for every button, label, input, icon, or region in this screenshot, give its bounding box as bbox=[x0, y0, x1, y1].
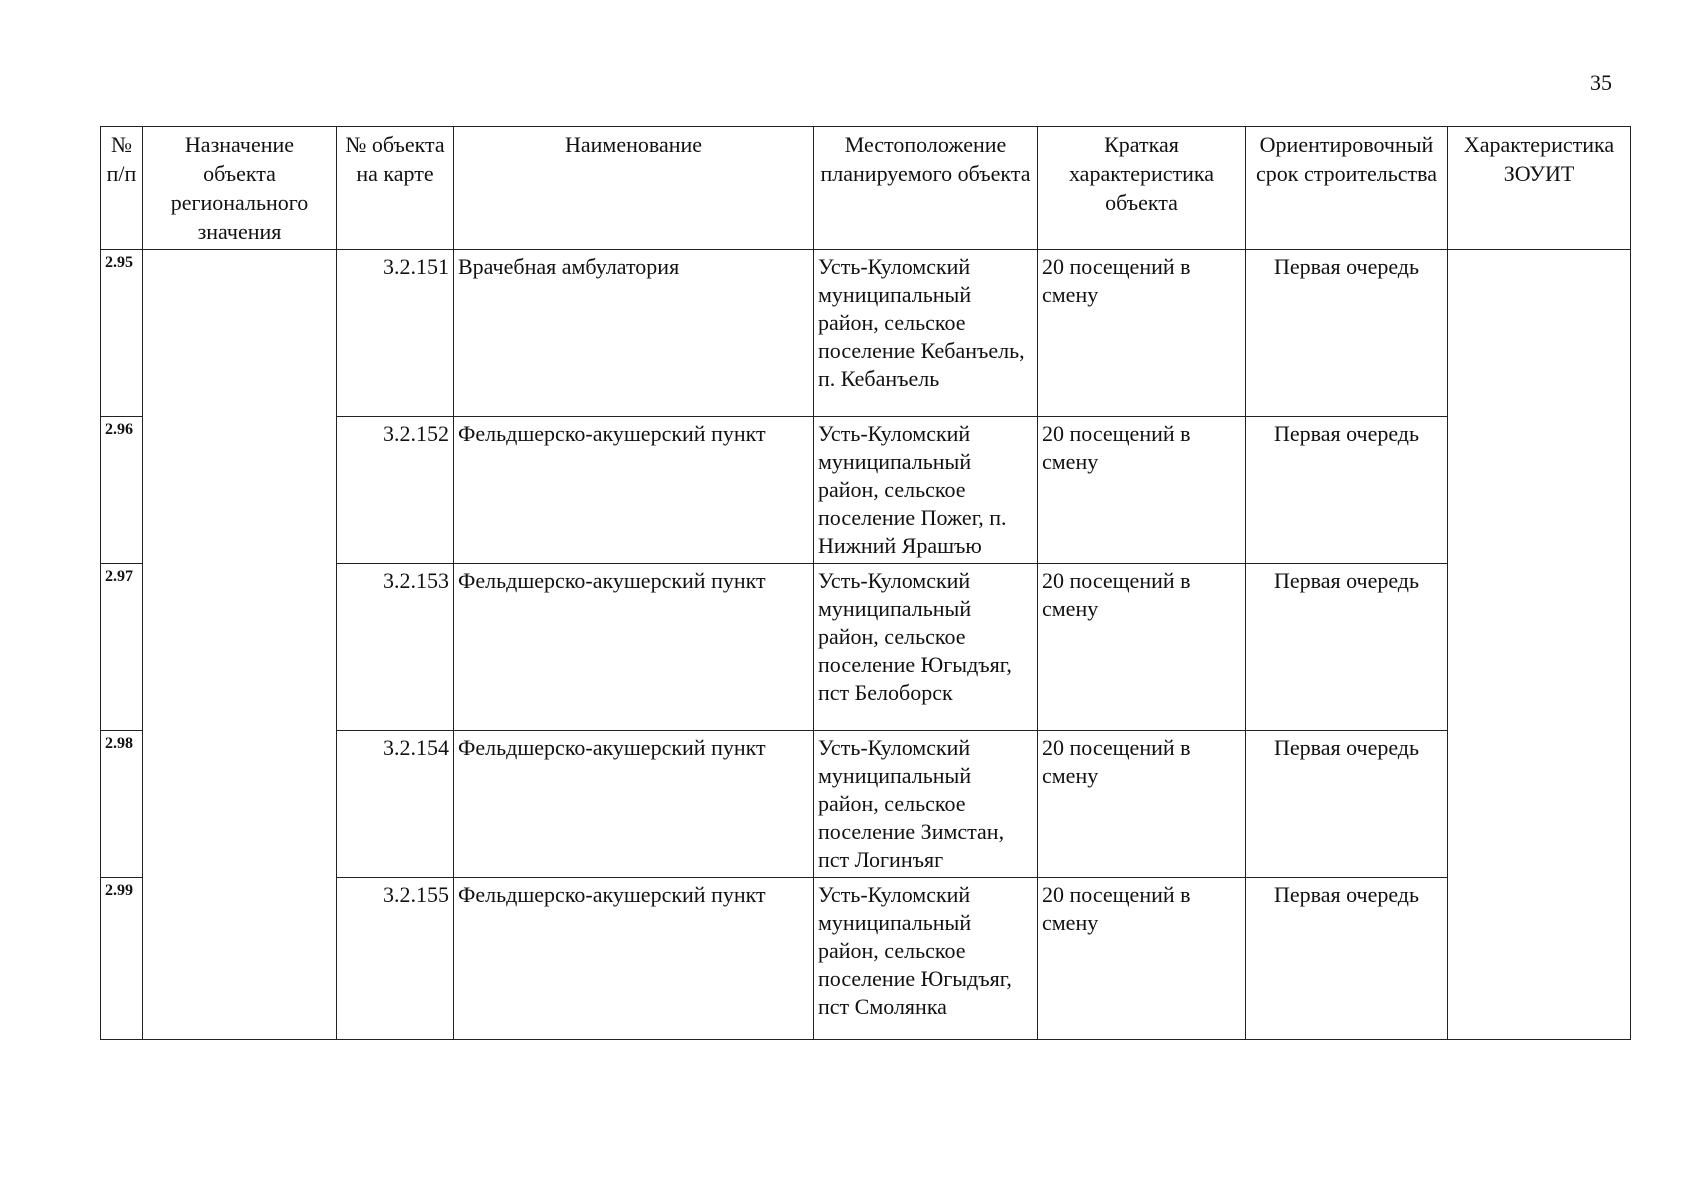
header-zouit: Характеристика ЗОУИТ bbox=[1448, 127, 1631, 250]
map-num-cell: 3.2.153 bbox=[337, 564, 454, 731]
brief-cell: 20 посещений в смену bbox=[1038, 564, 1246, 731]
header-map-num: № объекта на карте bbox=[337, 127, 454, 250]
objects-table bbox=[100, 126, 1631, 1040]
row-num: 2.98 bbox=[101, 731, 143, 878]
term-cell: Первая очередь bbox=[1246, 878, 1448, 1040]
location-cell: Усть-Куломский муниципальный район, сельское поселение Югыдъяг, пст Смолянка bbox=[814, 878, 1038, 1040]
brief-cell: 20 посещений в смену bbox=[1038, 417, 1246, 564]
location-cell: Усть-Куломский муниципальный район, сельское поселение Зимстан, пст Логинъяг bbox=[814, 731, 1038, 878]
term-cell: Первая очередь bbox=[1246, 731, 1448, 878]
term-cell: Первая очередь bbox=[1246, 417, 1448, 564]
row-num: 2.96 bbox=[101, 417, 143, 564]
name-cell: Фельдшерско-акушерский пункт bbox=[454, 878, 814, 1040]
row-num: 2.97 bbox=[101, 564, 143, 731]
header-term: Ориентировочный срок строительства bbox=[1246, 127, 1448, 250]
brief-cell: 20 посещений в смену bbox=[1038, 250, 1246, 417]
header-name: Наименование bbox=[454, 127, 814, 250]
header-location: Местоположение планируемого объекта bbox=[814, 127, 1038, 250]
brief-cell: 20 посещений в смену bbox=[1038, 878, 1246, 1040]
name-cell: Фельдшерско-акушерский пункт bbox=[454, 417, 814, 564]
location-cell: Усть-Куломский муниципальный район, сельское поселение Пожег, п. Нижний Ярашъю bbox=[814, 417, 1038, 564]
map-num-cell: 3.2.154 bbox=[337, 731, 454, 878]
header-num: № п/п bbox=[101, 127, 143, 250]
term-cell: Первая очередь bbox=[1246, 250, 1448, 417]
name-cell: Фельдшерско-акушерский пункт bbox=[454, 731, 814, 878]
header-purpose: Назначение объекта регионального значения bbox=[143, 127, 337, 250]
map-num-cell: 3.2.151 bbox=[337, 250, 454, 417]
name-cell: Врачебная амбулатория bbox=[454, 250, 814, 417]
row-num: 2.99 bbox=[101, 878, 143, 1040]
brief-cell: 20 посещений в смену bbox=[1038, 731, 1246, 878]
table-header-row bbox=[101, 127, 1631, 250]
table-row bbox=[101, 250, 1631, 417]
term-cell: Первая очередь bbox=[1246, 564, 1448, 731]
map-num-cell: 3.2.155 bbox=[337, 878, 454, 1040]
location-cell: Усть-Куломский муниципальный район, сельское поселение Кебанъель, п. Кебанъель bbox=[814, 250, 1038, 417]
map-num-cell: 3.2.152 bbox=[337, 417, 454, 564]
page-number: 35 bbox=[1590, 70, 1612, 95]
name-cell: Фельдшерско-акушерский пункт bbox=[454, 564, 814, 731]
row-num: 2.95 bbox=[101, 250, 143, 417]
header-brief: Краткая характеристика объекта bbox=[1038, 127, 1246, 250]
zouit-cell bbox=[1448, 250, 1631, 1040]
location-cell: Усть-Куломский муниципальный район, сельское поселение Югыдъяг, пст Белоборск bbox=[814, 564, 1038, 731]
purpose-cell bbox=[143, 250, 337, 1040]
